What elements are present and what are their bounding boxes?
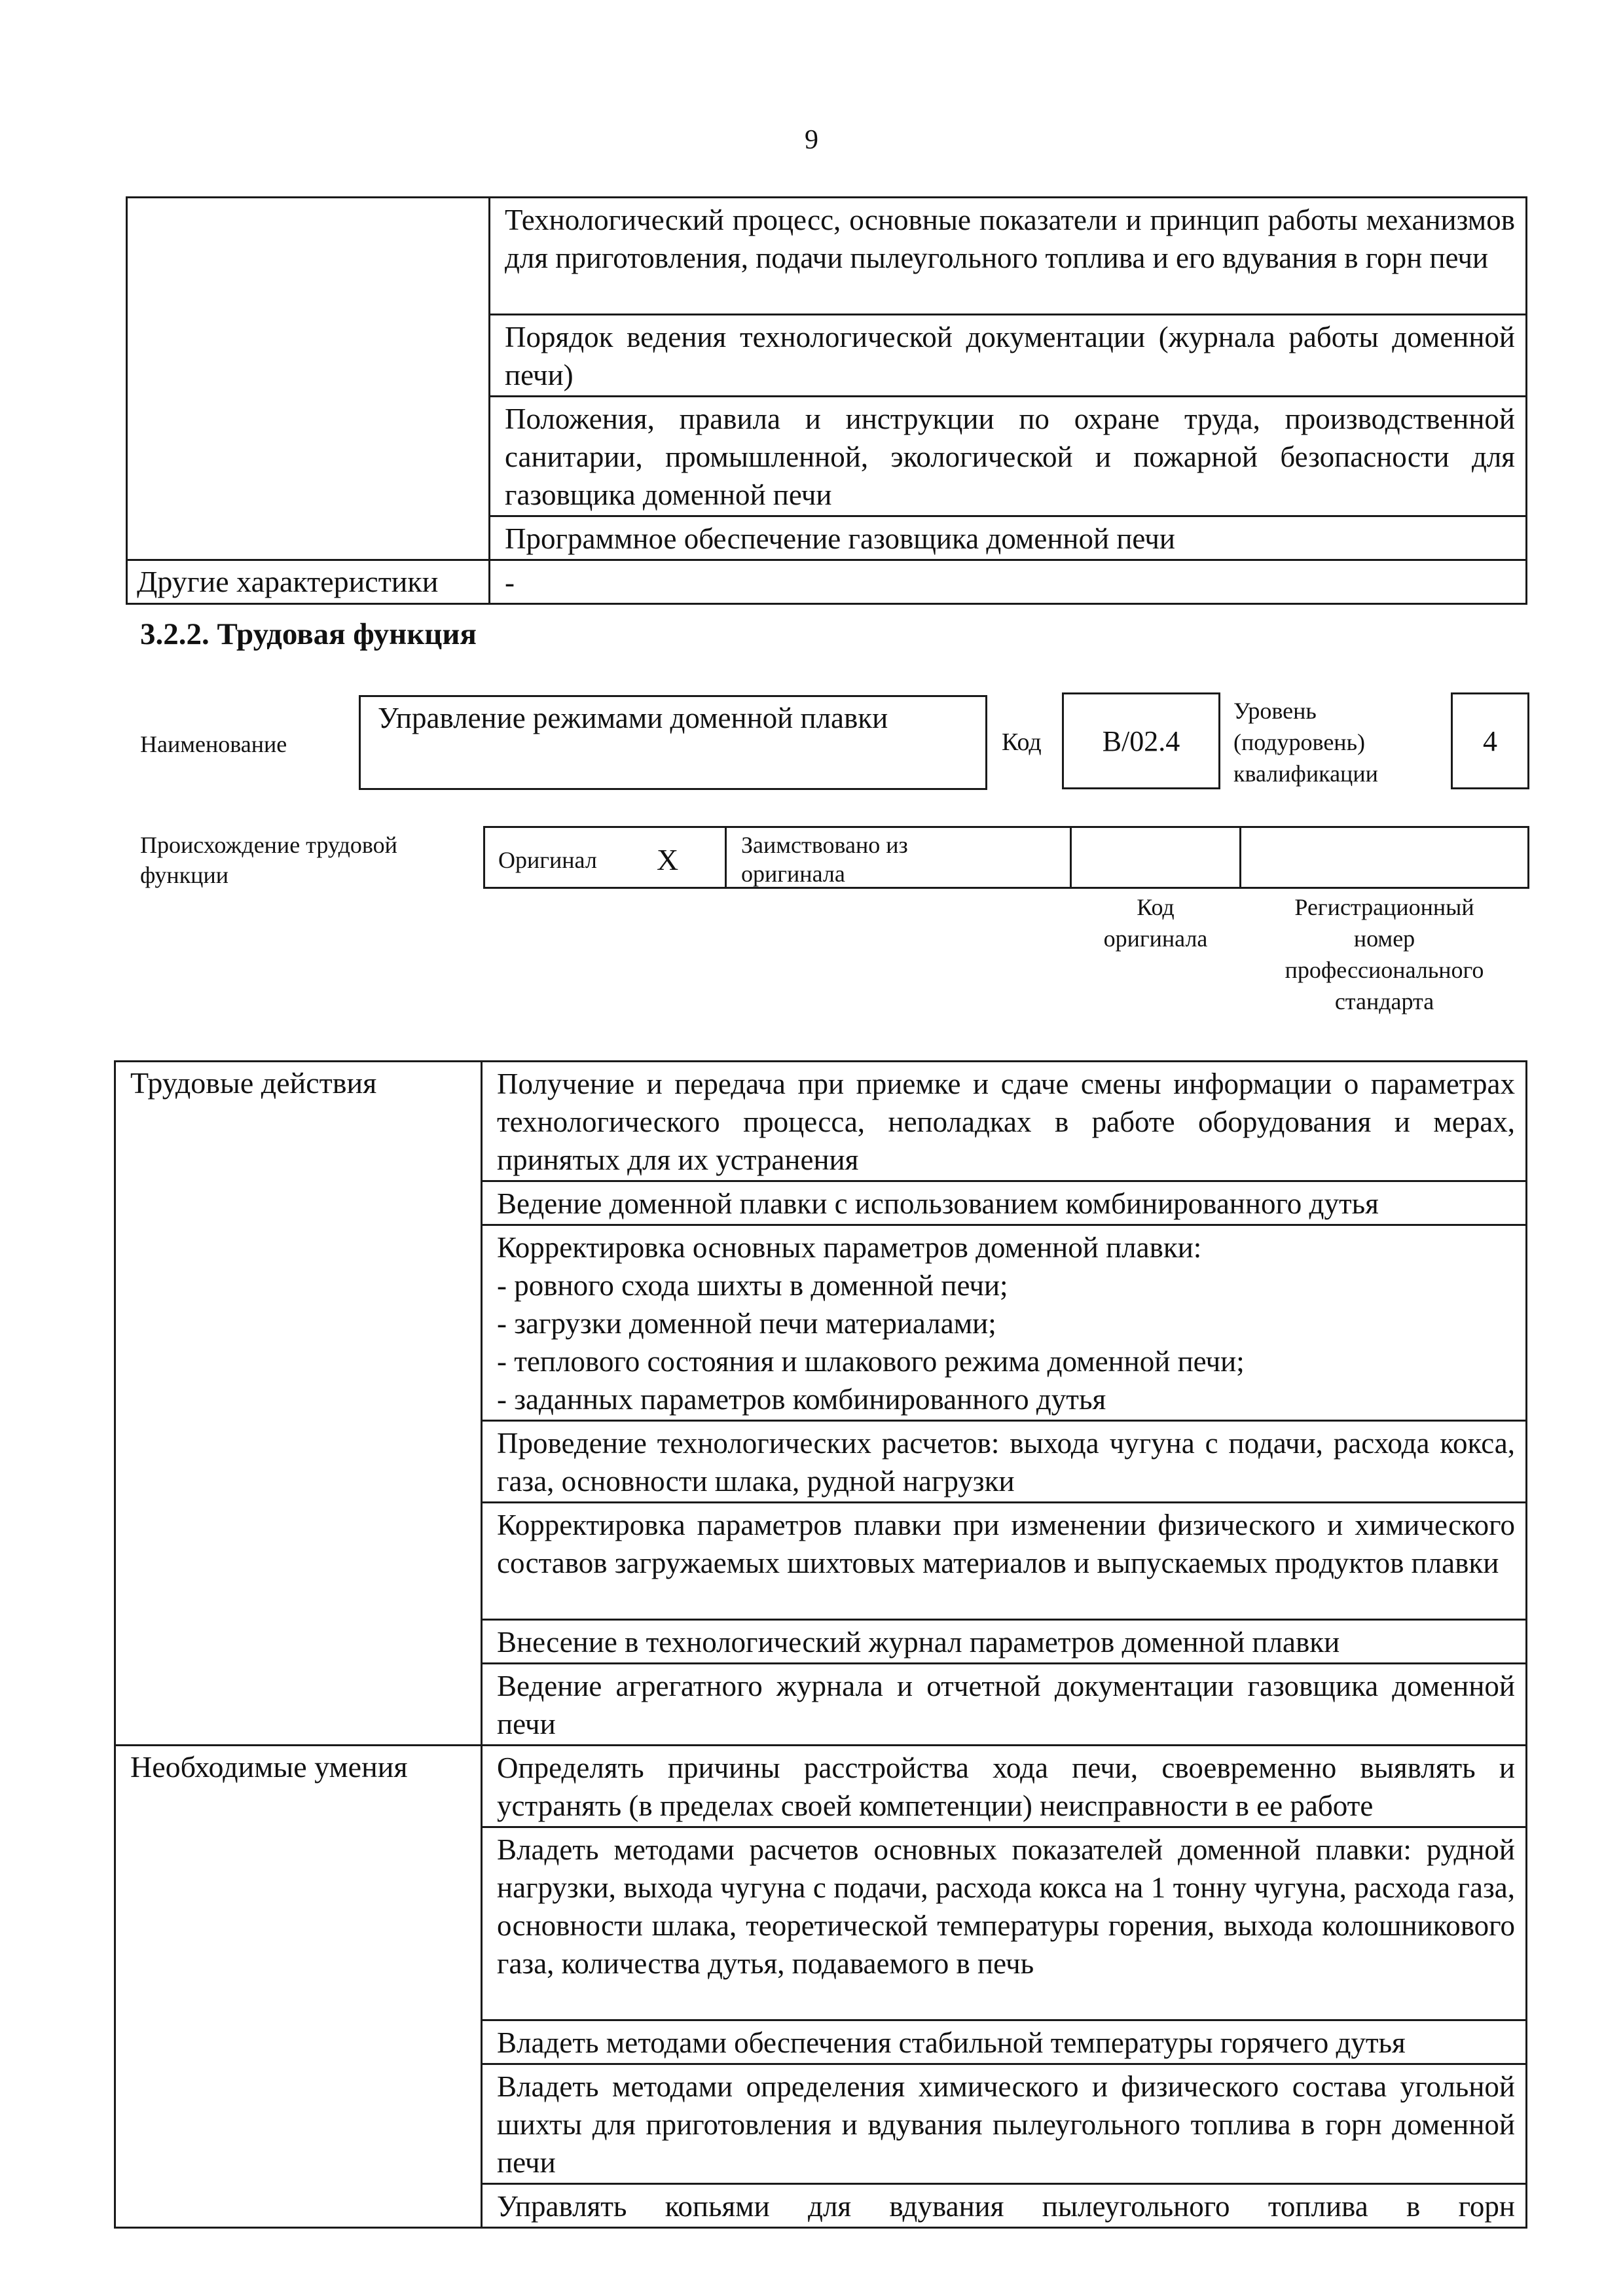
original-code-caption bbox=[1070, 891, 1241, 954]
section-heading: 3.2.2. Трудовая функция bbox=[140, 617, 477, 651]
code-caption-line: оригинала bbox=[1103, 925, 1208, 952]
borrowed-label bbox=[741, 831, 908, 888]
level-label-line: квалификации bbox=[1233, 761, 1378, 787]
reg-caption-line: профессионального bbox=[1285, 957, 1484, 983]
labor-actions-label: Трудовые действия bbox=[115, 1062, 482, 1746]
labor-action-item: Ведение агрегатного журнала и отчетной документации газовщика доменной печи bbox=[482, 1664, 1527, 1746]
knowledge-item: Положения, правила и инструкции по охране труда, производственной санитарии, промышленной, экологической и пожарной безопасности для газовщика доменной печи bbox=[490, 397, 1527, 516]
knowledge-item: Технологический процесс, основные показатели и принцип работы механизмов для приготовления, подачи пылеугольного топлива и его вдувания в горн печи bbox=[490, 198, 1527, 315]
knowledge-table bbox=[126, 196, 1527, 605]
level-label-line: Уровень bbox=[1233, 698, 1317, 724]
original-cell bbox=[483, 826, 727, 889]
skill-item: Определять причины расстройства хода печи, своевременно выявлять и устранять (в пределах своей компетенции) неисправности в ее работе bbox=[482, 1746, 1527, 1827]
function-code: В/02.4 bbox=[1102, 725, 1180, 757]
labor-action-item: Получение и передача при приемке и сдаче смены информации о параметрах технологического процесса, неполадках в работе оборудования и мерах, принятых для их устранения bbox=[482, 1062, 1527, 1181]
name-box bbox=[359, 695, 987, 790]
name-label: Наименование bbox=[140, 731, 287, 757]
skill-item: Владеть методами определения химического и физического состава угольной шихты для приготовления и вдувания пылеугольного топлива в горн доменной печи bbox=[482, 2064, 1527, 2184]
page-number: 9 bbox=[805, 125, 818, 155]
skill-item: Владеть методами расчетов основных показателей доменной плавки: рудной нагрузки, выхода чугуна с подачи, расхода кокса на 1 тонну чугуна, расхода газа, основности шлака, теоретической температуры горения, выхода колошникового газа, количества дутья, подаваемого в печь bbox=[482, 1827, 1527, 2020]
code-caption-line: Код bbox=[1137, 894, 1175, 920]
labor-action-item: Корректировка параметров плавки при изменении физического и химического составов загружаемых шихтовых материалов и выпускаемых продуктов плавки bbox=[482, 1503, 1527, 1620]
qualification-level-label bbox=[1233, 695, 1378, 789]
level-label-line: (подуровень) bbox=[1233, 729, 1365, 755]
borrowed-label-line: Заимствовано из bbox=[741, 832, 908, 858]
level-box bbox=[1451, 692, 1529, 789]
original-label: Оригинал bbox=[498, 847, 597, 873]
other-characteristics-label: Другие характеристики bbox=[127, 560, 490, 604]
knowledge-label-cell bbox=[127, 198, 490, 560]
skill-item: Владеть методами обеспечения стабильной температуры горячего дутья bbox=[482, 2020, 1527, 2064]
labor-action-item: Корректировка основных параметров доменной плавки: - ровного схода шихты в доменной печи; - загрузки доменной печи материалами; - теплового состояния и шлакового режима доменной печи; - заданных параметров комбинированного дутья bbox=[482, 1225, 1527, 1421]
borrowed-cell bbox=[725, 826, 1072, 889]
origin-label-line: Происхождение трудовой bbox=[140, 832, 397, 858]
origin-label bbox=[140, 830, 397, 890]
other-characteristics-value: - bbox=[490, 560, 1527, 604]
code-label: Код bbox=[1002, 728, 1042, 756]
labor-action-item: Проведение технологических расчетов: выхода чугуна с подачи, расхода кокса, газа, основности шлака, рудной нагрузки bbox=[482, 1421, 1527, 1503]
origin-label-line: функции bbox=[140, 862, 228, 888]
reg-caption-line: Регистрационный bbox=[1294, 894, 1474, 920]
reg-caption-line: номер bbox=[1353, 925, 1415, 952]
knowledge-item: Порядок ведения технологической документации (журнала работы доменной печи) bbox=[490, 315, 1527, 397]
borrowed-label-line: оригинала bbox=[741, 861, 845, 887]
knowledge-item: Программное обеспечение газовщика доменной печи bbox=[490, 516, 1527, 560]
reg-caption-line: стандарта bbox=[1334, 988, 1434, 1014]
labor-action-item: Ведение доменной плавки с использованием комбинированного дутья bbox=[482, 1181, 1527, 1225]
original-code-cell bbox=[1070, 826, 1241, 889]
labor-function-table bbox=[114, 1060, 1527, 2229]
registration-number-cell bbox=[1239, 826, 1529, 889]
required-skills-label: Необходимые умения bbox=[115, 1746, 482, 2228]
qualification-level: 4 bbox=[1483, 725, 1497, 757]
original-mark: X bbox=[657, 843, 679, 876]
labor-action-item: Внесение в технологический журнал параметров доменной плавки bbox=[482, 1620, 1527, 1664]
registration-number-caption bbox=[1239, 891, 1529, 1017]
skill-item: Управлять копьями для вдувания пылеугольного топлива в горн bbox=[482, 2184, 1527, 2228]
function-name: Управление режимами доменной плавки bbox=[378, 702, 888, 734]
code-box bbox=[1062, 692, 1220, 789]
